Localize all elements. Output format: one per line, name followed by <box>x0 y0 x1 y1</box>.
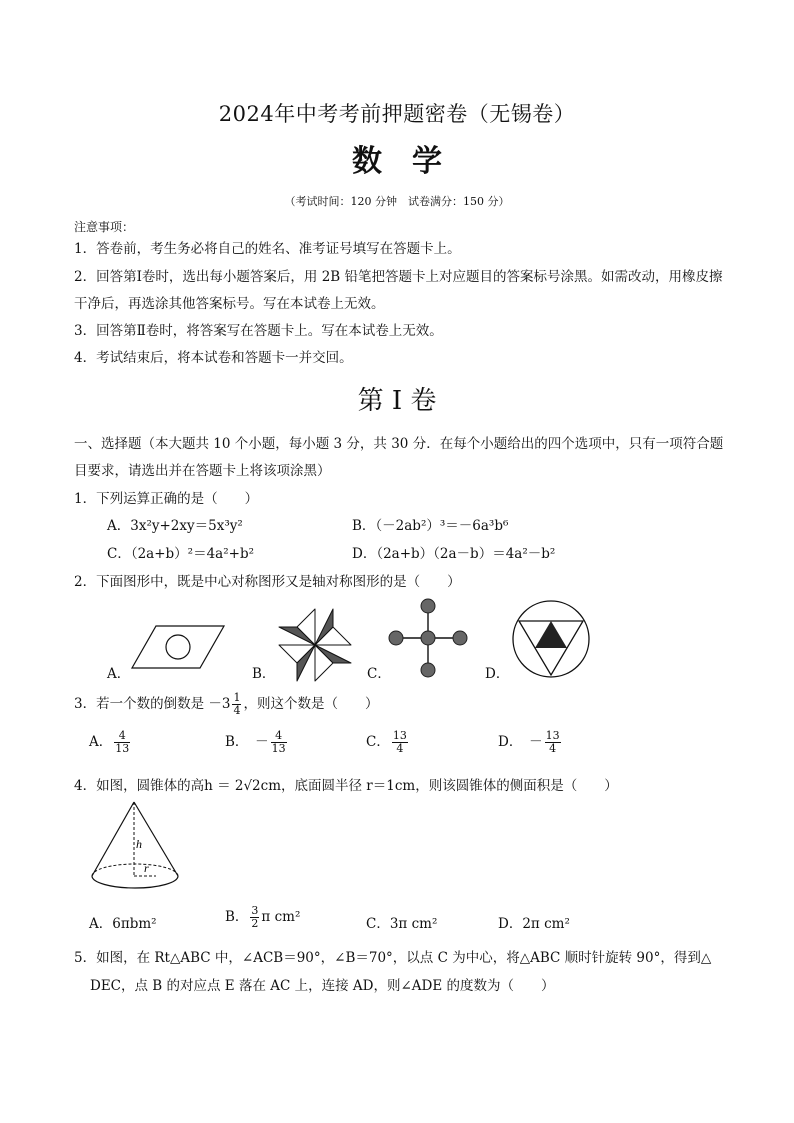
question-1-option-a: A．3x²y+2xy＝5x³y² <box>107 518 243 534</box>
circle-with-triangles-figure <box>508 596 594 682</box>
pinwheel-figure <box>274 604 356 686</box>
question-1-option-c: C．（2a+b）²＝4a²+b² <box>107 546 254 562</box>
question-2-stem: 2．下面图形中，既是中心对称图形又是轴对称图形的是（ ） <box>74 574 461 590</box>
question-3-option-c: C． $\frac{13}{4}$ <box>366 729 407 755</box>
section-instructions: 一、选择题（本大题共 10 个小题，每小题 3 分，共 30 分．在每个小题给出的四个选项中，只有一项符合题目要求，请选出并在答题卡上将该项涂黑） <box>74 436 724 479</box>
question-4-option-a: A．6πbm² <box>89 916 157 932</box>
question-4-option-b: B． $\frac{3}{2}$ π cm² <box>225 904 301 930</box>
question-3-option-d: D． － $\frac{13}{4}$ <box>498 729 560 755</box>
question-2-option-b: B． <box>252 666 276 682</box>
cross-of-circles-figure <box>386 596 470 680</box>
question-3-option-a: A． $\frac{4}{13}$ <box>89 729 130 755</box>
question-2-option-d: D． <box>485 666 510 682</box>
notes-heading: 注意事项： <box>74 220 135 234</box>
note-item-2: 2．回答第Ⅰ卷时，选出每小题答案后，用 2B 铅笔把答题卡上对应题目的答案标号涂黑。如需改动，用橡皮擦干净后，再选涂其他答案标号。写在本试卷上无效。 <box>74 269 723 312</box>
question-2-option-a: A． <box>107 666 131 682</box>
question-1-option-d: D．（2a+b）（2a－b）＝4a²－b² <box>352 546 556 562</box>
cone-radius-label: r <box>144 861 149 875</box>
note-item-1: 1．答卷前，考生务必将自己的姓名、准考证号填写在答题卡上。 <box>74 241 461 257</box>
mixed-number-fraction: $\frac{1}{4}$ <box>233 691 241 717</box>
question-3-option-b: B． － $\frac{4}{13}$ <box>225 729 286 755</box>
question-2-option-c: C． <box>367 666 391 682</box>
question-1-stem: 1．下列运算正确的是（ ） <box>74 491 259 507</box>
note-item-4: 4．考试结束后，将本试卷和答题卡一并交回。 <box>74 350 353 366</box>
question-4-stem: 4．如图，圆锥体的高h ＝ 2√2cm，底面圆半径 r＝1cm，则该圆锥体的侧面积是（ ） <box>74 778 618 794</box>
exam-info: （考试时间：120 分钟 试卷满分：150 分） <box>284 195 510 208</box>
question-5-line-2: DEC，点 B 的对应点 E 落在 AC 上，连接 AD，则∠ADE 的度数为（ ） <box>90 978 555 994</box>
cone-height-label: h <box>136 837 142 851</box>
cone-figure <box>86 798 186 898</box>
question-1-option-b: B．（－2ab²）³＝－6a³b⁶ <box>352 518 509 534</box>
question-5-line-1: 5．如图，在 Rt△ABC 中，∠ACB＝90°，∠B＝70°，以点 C 为中心，将△ABC 顺时针旋转 90°，得到△ <box>74 950 712 966</box>
question-3-stem: 3．若一个数的倒数是 －3 $\frac{1}{4}$ ，则这个数是（ ） <box>74 691 379 717</box>
exam-title: 2024年中考考前押题密卷（无锡卷） <box>218 102 576 126</box>
note-item-3: 3．回答第Ⅱ卷时，将答案写在答题卡上。写在本试卷上无效。 <box>74 323 443 339</box>
section-title: 第 I 卷 <box>357 386 437 416</box>
question-4-option-c: C．3π cm² <box>366 916 438 932</box>
subject-title: 数学 <box>352 144 472 179</box>
parallelogram-with-circle-figure <box>130 622 226 672</box>
question-4-option-d: D．2π cm² <box>498 916 570 932</box>
